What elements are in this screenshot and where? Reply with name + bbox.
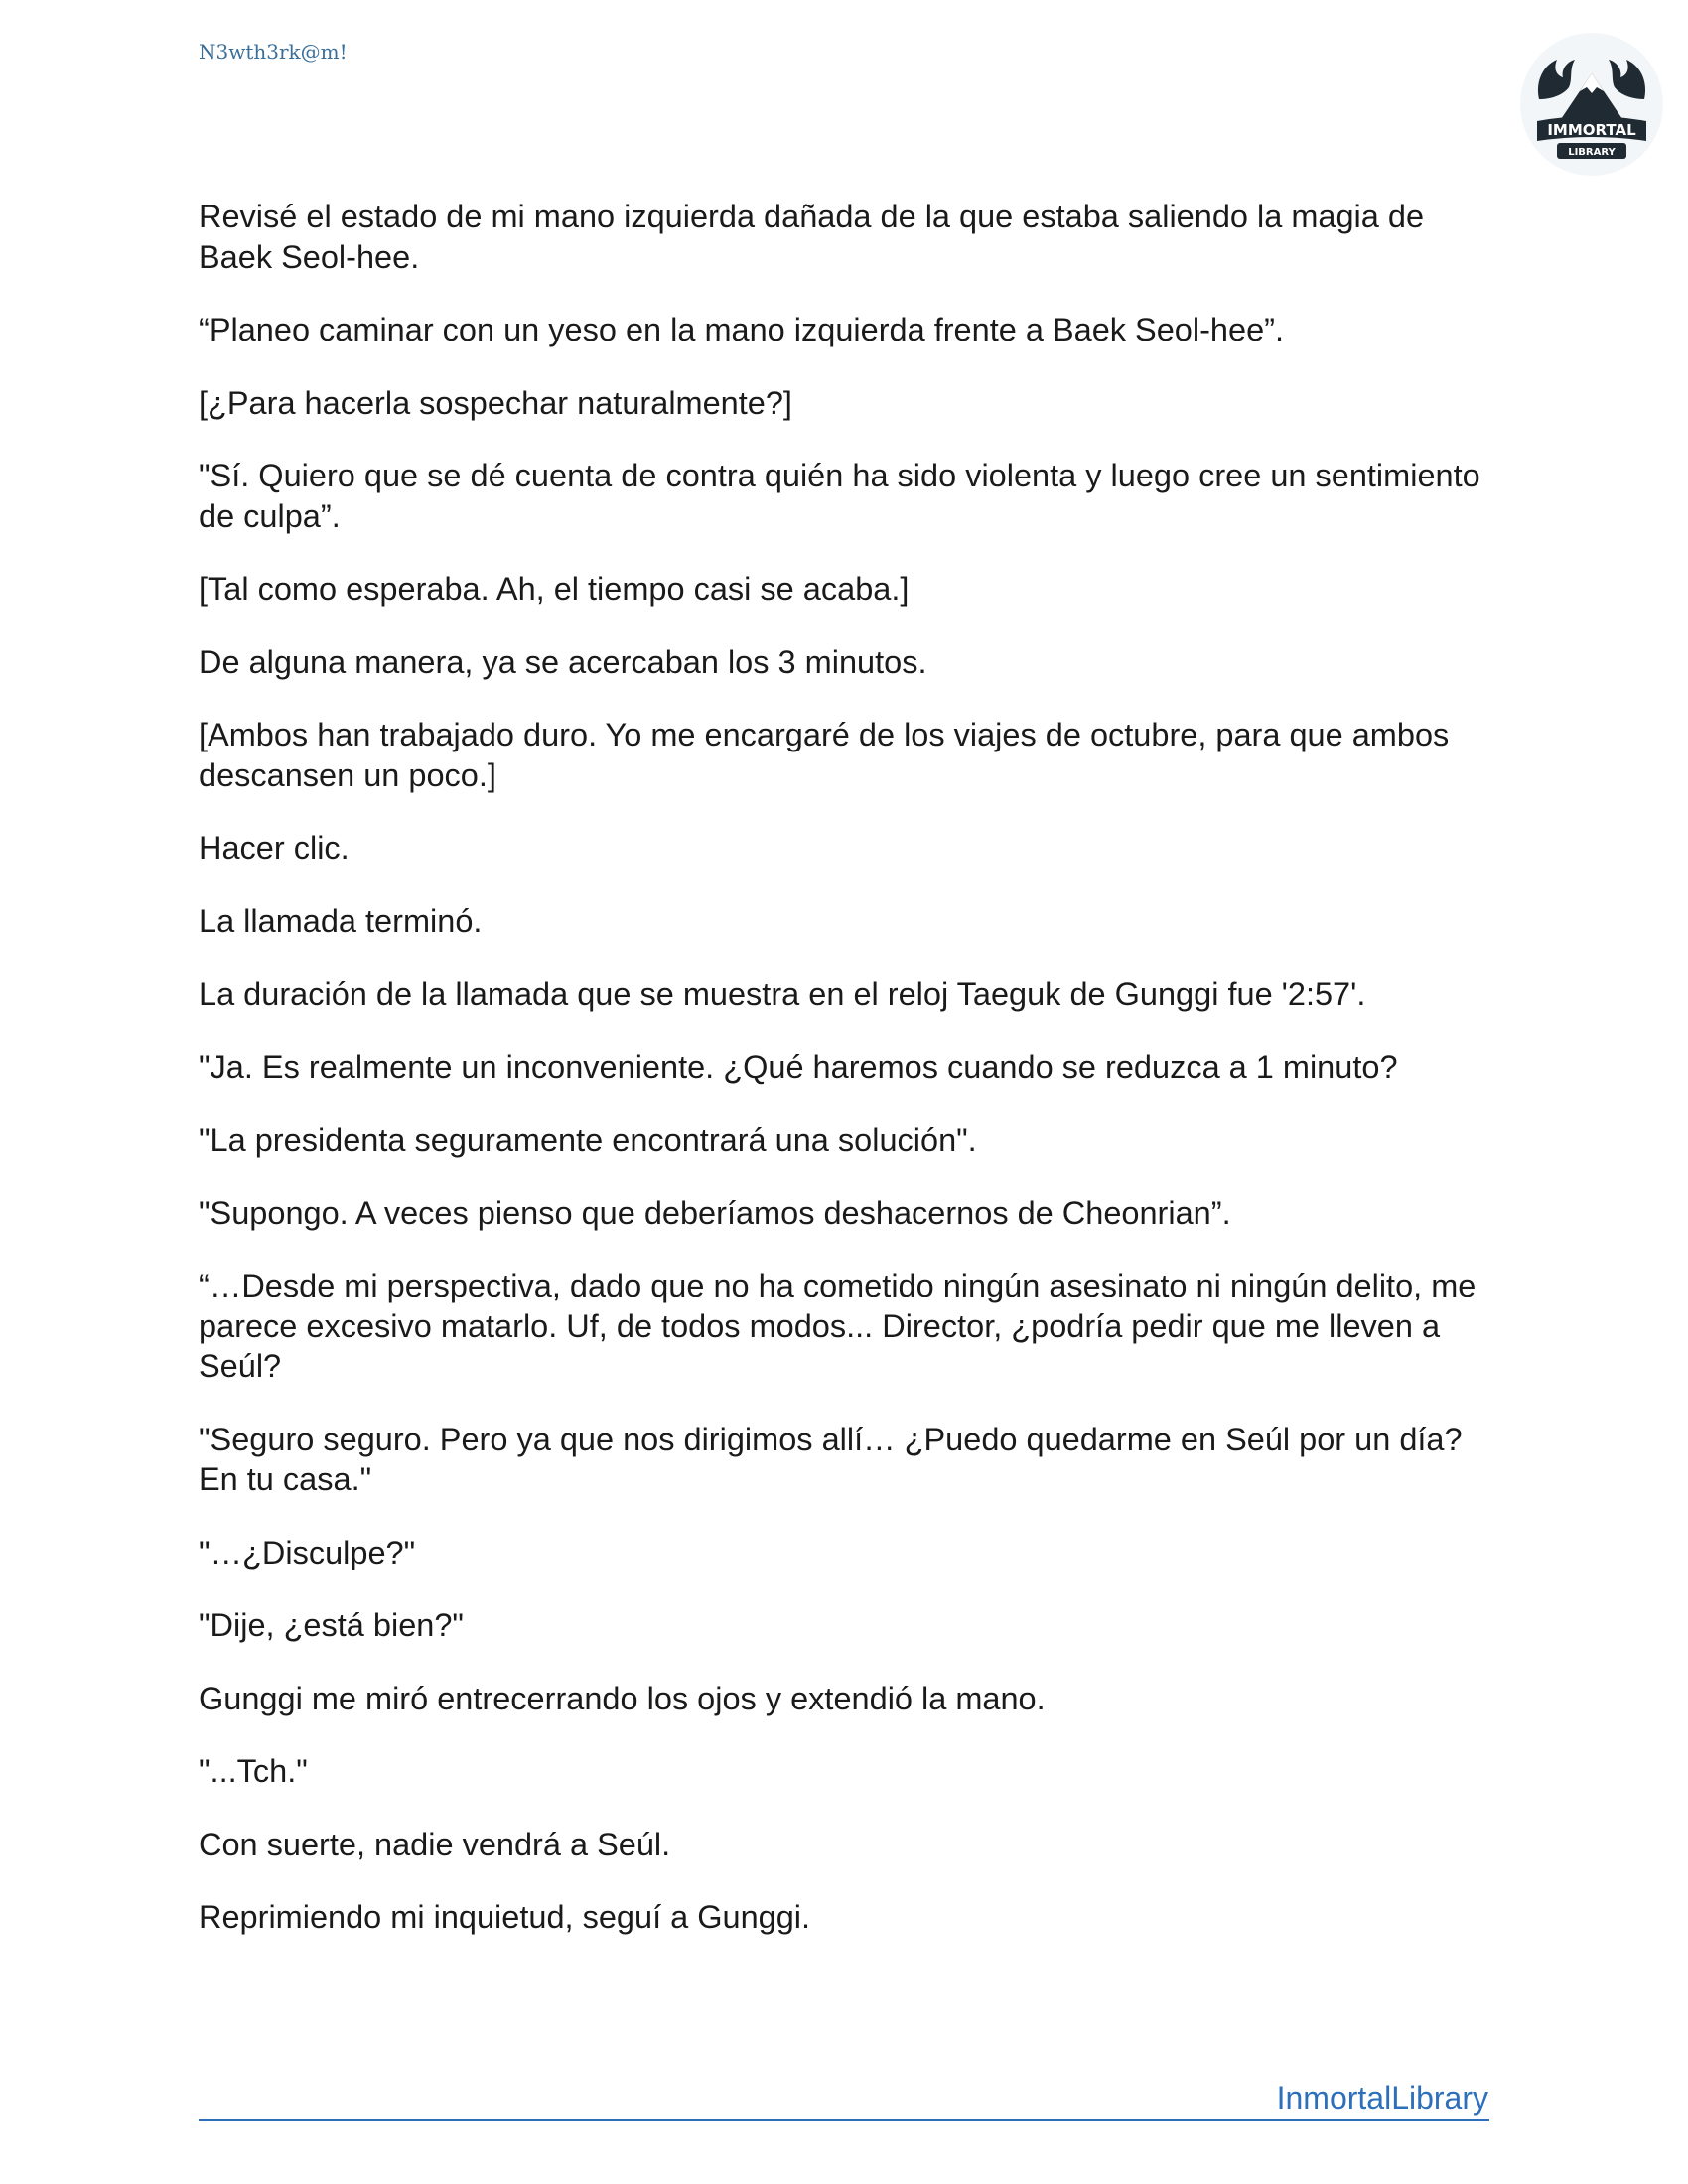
- paragraph: "Supongo. A veces pienso que deberíamos deshacernos de Cheonrian”.: [199, 1194, 1231, 1231]
- paragraph: Revisé el estado de mi mano izquierda dañada de la que estaba saliendo la magia de Baek Seol-hee.: [199, 199, 1425, 275]
- immortal-library-logo: [1517, 30, 1666, 179]
- paragraph: [¿Para hacerla sospechar naturalmente?]: [199, 384, 792, 421]
- footer-rule: [199, 2119, 1489, 2121]
- paragraph: "Seguro seguro. Pero ya que nos dirigimos allí… ¿Puedo quedarme en Seúl por un día? En tu casa.": [199, 1421, 1463, 1497]
- paragraph: “…Desde mi perspectiva, dado que no ha cometido ningún asesinato ni ningún delito, me parece excesivo matarlo. Uf, de todos modos... Director, ¿podría pedir que me lleven a Seúl?: [199, 1268, 1477, 1384]
- paragraph: La llamada terminó.: [199, 902, 483, 939]
- paragraph: Reprimiendo mi inquietud, seguí a Gunggi.: [199, 1899, 811, 1935]
- paragraph: "Sí. Quiero que se dé cuenta de contra quién ha sido violenta y luego cree un sentimiento de culpa”.: [199, 458, 1480, 534]
- chapter-text: [199, 197, 1499, 1971]
- paragraph: Hacer clic.: [199, 830, 350, 866]
- paragraph: Gunggi me miró entrecerrando los ojos y extendió la mano.: [199, 1680, 1046, 1716]
- logo-text-immortal: IMMORTAL: [1547, 121, 1636, 139]
- inmortal-library-link[interactable]: InmortalLibrary: [1276, 2080, 1488, 2116]
- paragraph: "Dije, ¿está bien?": [199, 1607, 464, 1643]
- logo-text-library: LIBRARY: [1568, 147, 1616, 158]
- paragraph: "…¿Disculpe?": [199, 1534, 416, 1570]
- paragraph: "Ja. Es realmente un inconveniente. ¿Qué haremos cuando se reduzca a 1 minuto?: [199, 1048, 1398, 1085]
- paragraph: [Tal como esperaba. Ah, el tiempo casi se acaba.]: [199, 571, 910, 607]
- paragraph: De alguna manera, ya se acercaban los 3 minutos.: [199, 643, 927, 680]
- paragraph: [Ambos han trabajado duro. Yo me encargaré de los viajes de octubre, para que ambos descansen un poco.]: [199, 717, 1450, 793]
- watermark: N3wth3rk@m!: [199, 40, 348, 64]
- paragraph: “Planeo caminar con un yeso en la mano izquierda frente a Baek Seol-hee”.: [199, 312, 1285, 347]
- paragraph: Con suerte, nadie vendrá a Seúl.: [199, 1826, 671, 1862]
- paragraph: "La presidenta seguramente encontrará una solución".: [199, 1122, 977, 1158]
- paragraph: La duración de la llamada que se muestra en el reloj Taeguk de Gunggi fue '2:57'.: [199, 976, 1366, 1012]
- paragraph: "...Tch.": [199, 1753, 308, 1789]
